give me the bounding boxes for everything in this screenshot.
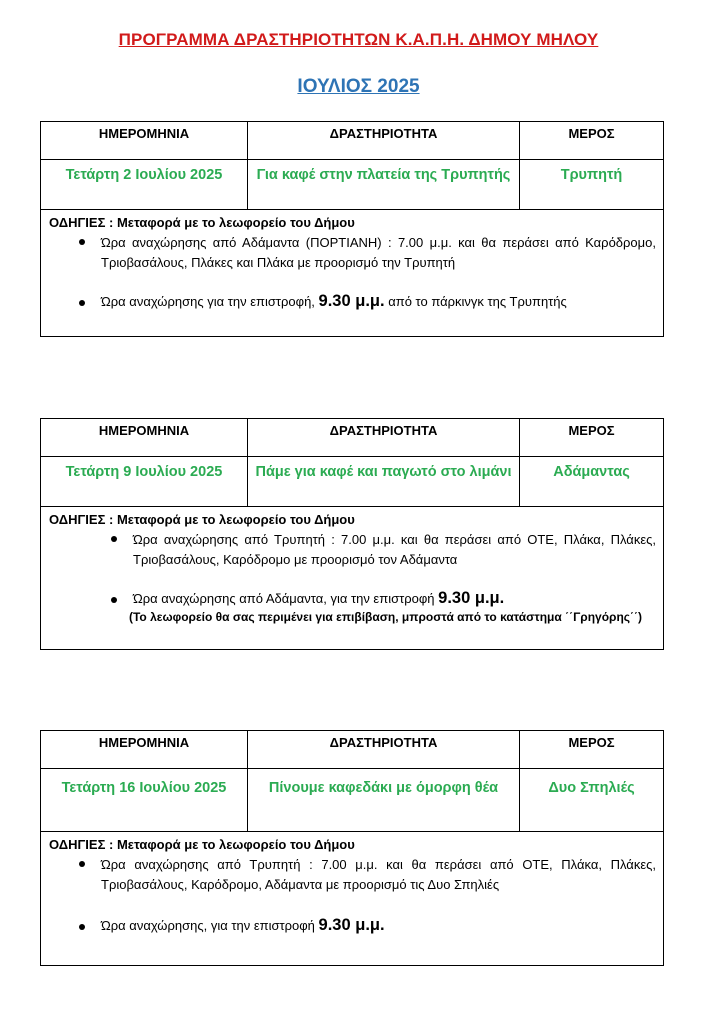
column-header-place: ΜΕΡΟΣ bbox=[568, 423, 615, 438]
event-block-1 bbox=[40, 121, 664, 337]
return-text-start: Ώρα αναχώρησης για την επιστροφή, bbox=[101, 294, 319, 309]
column-header-activity: ΔΡΑΣΤΗΡΙΟΤΗΤΑ bbox=[248, 122, 520, 159]
departure-bullet bbox=[49, 530, 656, 570]
event-block-2 bbox=[40, 418, 664, 650]
bullet-icon bbox=[79, 300, 85, 306]
instructions-section bbox=[41, 832, 663, 936]
event-activity: Για καφέ στην πλατεία της Τρυπητής bbox=[248, 160, 520, 209]
month-heading: ΙΟΥΛΙΟΣ 2025 bbox=[297, 76, 420, 97]
instructions-title: ΟΔΗΓΙΕΣ : Μεταφορά με το λεωφορείο του Δήμου bbox=[49, 512, 355, 527]
event-row bbox=[41, 457, 663, 507]
return-text-end: από το πάρκινγκ της Τρυπητής bbox=[384, 294, 567, 309]
event-activity: Πάμε για καφέ και παγωτό στο λιμάνι bbox=[248, 457, 520, 506]
departure-bullet bbox=[49, 855, 656, 895]
column-header-activity: ΔΡΑΣΤΗΡΙΟΤΗΤΑ bbox=[248, 731, 520, 768]
return-text-start: Ώρα αναχώρησης, για την επιστροφή bbox=[101, 918, 319, 933]
table-header-row bbox=[41, 731, 663, 769]
column-header-date: ΗΜΕΡΟΜΗΝΙΑ bbox=[41, 419, 248, 456]
return-time: 9.30 μ.μ. bbox=[318, 916, 385, 934]
return-text-start: Ώρα αναχώρησης από Αδάμαντα, για την επιστροφή bbox=[133, 591, 439, 606]
event-place: Τρυπητή bbox=[560, 167, 623, 183]
instructions-section bbox=[41, 210, 663, 312]
table-header-row bbox=[41, 419, 663, 457]
column-header-place: ΜΕΡΟΣ bbox=[568, 735, 615, 750]
return-bullet bbox=[49, 588, 656, 609]
departure-text: Ώρα αναχώρησης από Τρυπητή : 7.00 μ.μ. και θα περάσει από ΟΤΕ, Πλάκα, Πλάκες, Τριοβασάλους, Καρόδρομο με προορισμό τον Αδάμαντα bbox=[133, 532, 656, 567]
instructions-section bbox=[41, 507, 663, 625]
event-place: Δυο Σπηλιές bbox=[548, 780, 635, 796]
event-date: Τετάρτη 9 Ιουλίου 2025 bbox=[41, 457, 248, 506]
departure-text: Ώρα αναχώρησης από Τρυπητή : 7.00 μ.μ. και θα περάσει από ΟΤΕ, Πλάκα, Πλάκες, Τριοβασάλους, Καρόδρομο, Αδάμαντα με προορισμό τις Δυο Σπηλιές bbox=[101, 857, 656, 892]
return-bullet bbox=[49, 291, 656, 312]
bullet-icon bbox=[79, 861, 85, 867]
column-header-date: ΗΜΕΡΟΜΗΝΙΑ bbox=[41, 731, 248, 768]
return-time: 9.30 μ.μ. bbox=[318, 292, 385, 310]
return-time: 9.30 μ.μ. bbox=[438, 589, 505, 607]
event-date: Τετάρτη 2 Ιουλίου 2025 bbox=[41, 160, 248, 209]
event-block-3 bbox=[40, 730, 664, 966]
event-row bbox=[41, 769, 663, 832]
column-header-place: ΜΕΡΟΣ bbox=[568, 126, 615, 141]
bullet-icon bbox=[111, 536, 117, 542]
event-activity: Πίνουμε καφεδάκι με όμορφη θέα bbox=[248, 769, 520, 831]
event-date: Τετάρτη 16 Ιουλίου 2025 bbox=[41, 769, 248, 831]
bullet-icon bbox=[111, 597, 117, 603]
event-row bbox=[41, 160, 663, 210]
instructions-title: ΟΔΗΓΙΕΣ : Μεταφορά με το λεωφορείο του Δήμου bbox=[49, 837, 355, 852]
bullet-icon bbox=[79, 239, 85, 245]
column-header-activity: ΔΡΑΣΤΗΡΙΟΤΗΤΑ bbox=[248, 419, 520, 456]
event-place: Αδάμαντας bbox=[553, 464, 630, 480]
return-bullet bbox=[49, 915, 656, 936]
column-header-date: ΗΜΕΡΟΜΗΝΙΑ bbox=[41, 122, 248, 159]
bus-note: (Το λεωφορείο θα σας περιμένει για επιβίβαση, μπροστά από το κατάστημα ΄΄Γρηγόρης΄΄) bbox=[129, 610, 643, 624]
instructions-title: ΟΔΗΓΙΕΣ : Μεταφορά με το λεωφορείο του Δήμου bbox=[49, 215, 355, 230]
bullet-icon bbox=[79, 924, 85, 930]
table-header-row bbox=[41, 122, 663, 160]
departure-text: Ώρα αναχώρησης από Αδάμαντα (ΠΟΡΤΙΑΝΗ) : 7.00 μ.μ. και θα περάσει από Καρόδρομο, Τριοβασάλους, Πλάκες και Πλάκα με προορισμό την Τρυπητή bbox=[101, 235, 656, 270]
page-title: ΠΡΟΓΡΑΜΜΑ ΔΡΑΣΤΗΡΙΟΤΗΤΩΝ Κ.Α.Π.Η. ΔΗΜΟΥ ΜΗΛΟΥ bbox=[118, 30, 599, 49]
departure-bullet bbox=[49, 233, 656, 273]
